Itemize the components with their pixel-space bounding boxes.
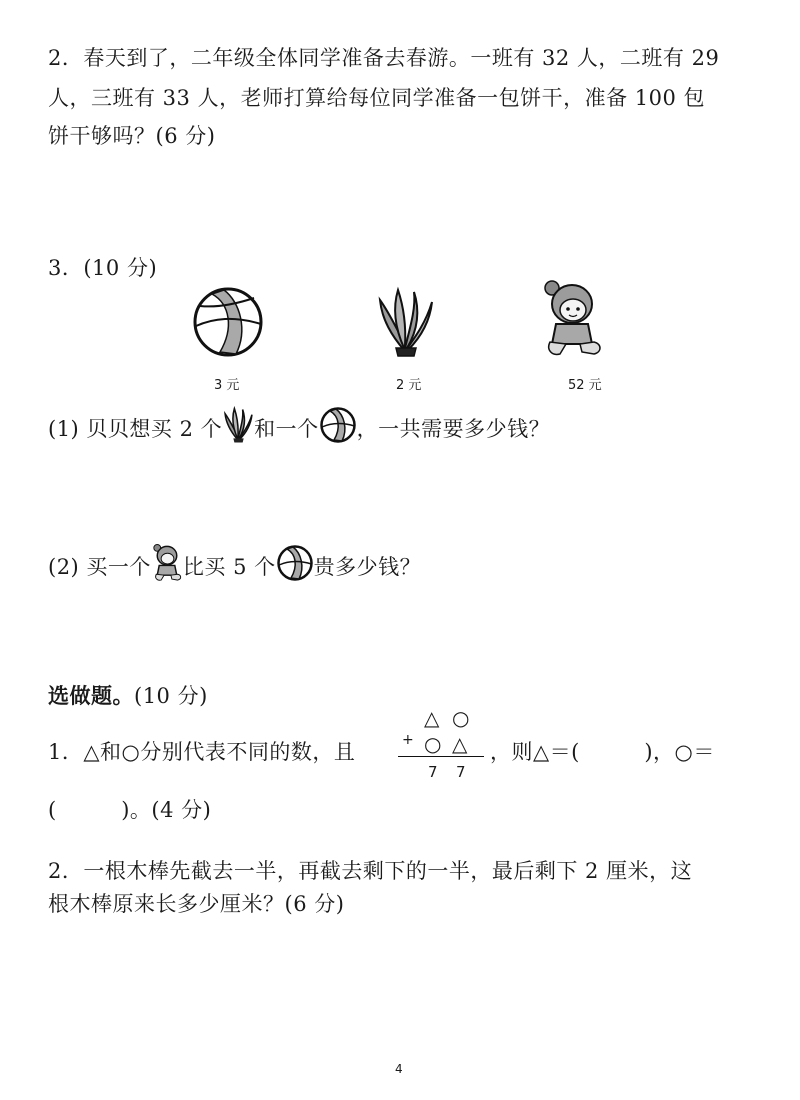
optional-p1-text-b: ，则△＝( )，○＝ <box>490 740 715 764</box>
ball-icon <box>276 545 314 592</box>
puzzle-sum-digit-1: 7 <box>428 763 438 781</box>
optional-heading <box>48 680 208 710</box>
q2-line-1: 2．春天到了，二年级全体同学准备去春游。一班有 32 人，二班有 29 <box>48 46 720 70</box>
optional-p1-text-a: 1．△和○分别代表不同的数，且 <box>48 740 356 764</box>
vertical-addition <box>398 708 488 780</box>
q3-sub2 <box>48 543 421 594</box>
doll-icon <box>151 543 183 594</box>
q3-sub1 <box>48 406 550 455</box>
q3-heading: 3．(10 分) <box>48 256 158 280</box>
doll-price: 52 元 <box>568 378 602 393</box>
q3-sub1-text-a: (1) 贝贝想买 2 个 <box>48 417 223 441</box>
page-number: 4 <box>395 1062 403 1076</box>
q2-line-2: 人，三班有 33 人，老师打算给每位同学准备一包饼干，准备 100 包 <box>48 86 706 110</box>
puzzle-top-triangle: △ <box>424 706 440 730</box>
optional-title: 选做题。 <box>48 683 134 708</box>
q3-sub1-text-c: ，一共需要多少钱？ <box>356 417 551 441</box>
plant-icon <box>374 286 436 362</box>
ball-icon <box>319 407 357 454</box>
puzzle-mid-circle: ○ <box>424 732 442 756</box>
q3-sub2-text-b: 比买 5 个 <box>182 555 276 579</box>
sum-line <box>398 756 484 757</box>
q3-sub2-text-a: (2) 买一个 <box>48 555 151 579</box>
optional-p2-line-2: 根木棒原来长多少厘米？(6 分) <box>48 892 345 916</box>
q3-sub1-text-b: 和一个 <box>254 417 319 441</box>
optional-p2-line-1: 2．一根木棒先截去一半，再截去剩下的一半，最后剩下 2 厘米，这 <box>48 859 693 883</box>
puzzle-sum-digit-2: 7 <box>456 763 466 781</box>
plant-icon <box>222 406 254 455</box>
optional-p1-line-2: ( )。(4 分) <box>48 798 212 822</box>
ball-icon <box>190 286 266 362</box>
puzzle-plus-sign: + <box>402 732 414 748</box>
ball-price: 3 元 <box>214 378 240 393</box>
optional-score: (10 分) <box>134 684 208 708</box>
q2-line-3: 饼干够吗？(6 分) <box>48 124 216 148</box>
q3-sub2-text-c: 贵多少钱？ <box>313 555 422 579</box>
plant-price: 2 元 <box>396 378 422 393</box>
puzzle-top-circle: ○ <box>452 706 470 730</box>
doll-icon <box>540 278 604 364</box>
puzzle-mid-triangle: △ <box>452 732 468 756</box>
